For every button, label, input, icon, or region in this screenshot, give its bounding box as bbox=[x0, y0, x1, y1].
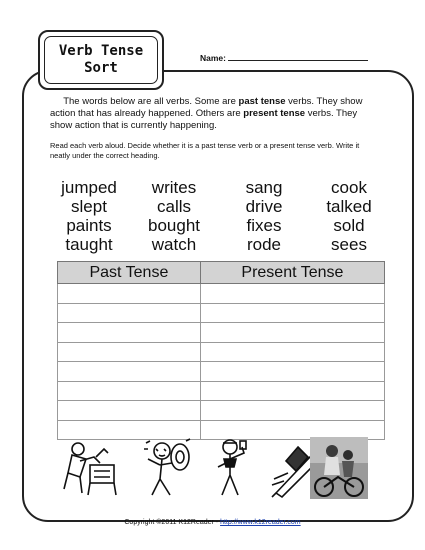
word: taught bbox=[65, 235, 113, 254]
word: jumped bbox=[61, 178, 117, 197]
present-tense-cell[interactable] bbox=[200, 303, 384, 323]
word: sees bbox=[331, 235, 367, 254]
past-tense-cell[interactable] bbox=[58, 323, 201, 343]
word: calls bbox=[156, 197, 191, 216]
footer bbox=[0, 519, 425, 526]
singer-drum-drawing-icon bbox=[142, 437, 196, 499]
table-row bbox=[58, 342, 385, 362]
present-tense-cell[interactable] bbox=[200, 342, 384, 362]
title-line-2: Sort bbox=[84, 60, 118, 76]
present-tense-cell[interactable] bbox=[200, 381, 384, 401]
table-row bbox=[58, 401, 385, 421]
intro-bold-present: present tense bbox=[243, 108, 306, 119]
word: paints bbox=[66, 216, 112, 235]
name-field bbox=[200, 52, 380, 63]
past-tense-cell[interactable] bbox=[58, 342, 201, 362]
title-box bbox=[38, 30, 164, 90]
past-tense-header: Past Tense bbox=[58, 262, 201, 284]
sort-table-body bbox=[58, 284, 385, 440]
present-tense-cell[interactable] bbox=[200, 323, 384, 343]
word: rode bbox=[246, 235, 282, 254]
word: sang bbox=[245, 178, 283, 197]
illustrations bbox=[60, 437, 370, 499]
word: bought bbox=[148, 216, 200, 235]
past-tense-cell[interactable] bbox=[58, 362, 201, 382]
table-row bbox=[58, 381, 385, 401]
word: slept bbox=[71, 197, 107, 216]
children-bicycle-photo-icon bbox=[310, 437, 368, 499]
word: watch bbox=[151, 235, 197, 254]
word: talked bbox=[326, 197, 372, 216]
present-tense-cell[interactable] bbox=[200, 362, 384, 382]
intro-paragraph bbox=[50, 96, 380, 132]
table-row bbox=[58, 284, 385, 304]
name-label: Name: bbox=[200, 53, 226, 63]
past-tense-cell[interactable] bbox=[58, 284, 201, 304]
past-tense-cell[interactable] bbox=[58, 303, 201, 323]
copyright-text: Copyright ©2011 K12Reader - bbox=[124, 519, 221, 526]
table-row bbox=[58, 323, 385, 343]
word: writes bbox=[151, 178, 197, 197]
title-line-1: Verb Tense bbox=[58, 43, 144, 59]
word: drive bbox=[245, 197, 283, 216]
k12reader-link[interactable]: http://www.k12reader.com bbox=[220, 519, 301, 526]
intro-bold-past: past tense bbox=[238, 96, 286, 107]
table-row bbox=[58, 362, 385, 382]
word-bank bbox=[50, 178, 390, 254]
word: cook bbox=[331, 178, 367, 197]
word: fixes bbox=[246, 216, 282, 235]
past-tense-cell[interactable] bbox=[58, 381, 201, 401]
mechanic-drawing-icon bbox=[60, 437, 118, 497]
directions: Read each verb aloud. Decide whether it is a past tense verb or a present tense verb. Write it neatly under the correct heading. bbox=[50, 141, 360, 160]
intro-text-3: verbs. They show action that is currently happening. bbox=[50, 108, 358, 131]
intro-text-1: The words below are all verbs. Some are bbox=[63, 96, 239, 107]
word: sold bbox=[333, 216, 365, 235]
past-tense-cell[interactable] bbox=[58, 401, 201, 421]
sort-table bbox=[57, 261, 385, 440]
present-tense-cell[interactable] bbox=[200, 284, 384, 304]
worksheet-title bbox=[44, 36, 158, 84]
table-row bbox=[58, 303, 385, 323]
name-blank-line[interactable] bbox=[228, 52, 368, 61]
intro-text-2: verbs. They show action that has already happened. Others are bbox=[50, 96, 363, 119]
person-drinking-drawing-icon bbox=[210, 437, 254, 499]
present-tense-header: Present Tense bbox=[200, 262, 384, 284]
present-tense-cell[interactable] bbox=[200, 401, 384, 421]
